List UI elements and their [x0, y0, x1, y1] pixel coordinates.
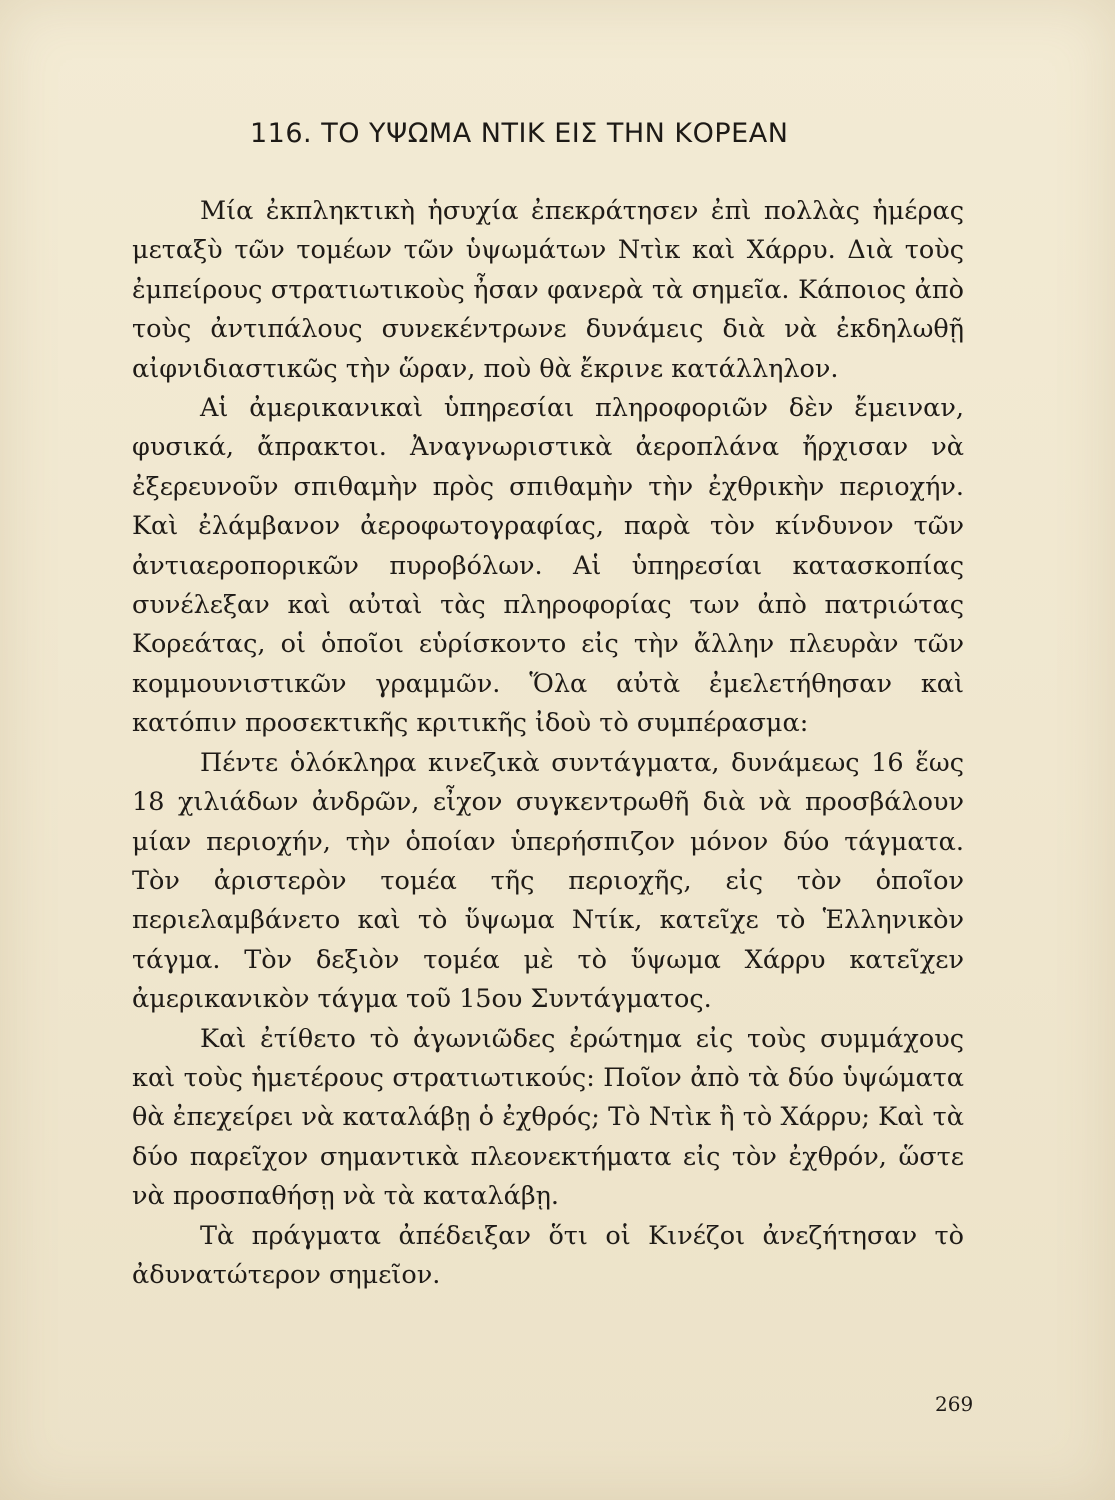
page-number: 269 [935, 1392, 974, 1416]
paragraph-5: Τὰ πράγματα ἀπέδειξαν ὅτι οἱ Κινέζοι ἀνεζήτησαν τὸ ἀδυνατώτερον σημεῖον. [132, 1220, 964, 1290]
paragraph-2: Αἱ ἀμερικανικαὶ ὑπηρεσίαι πληροφοριῶν δὲν ἔμειναν, φυσικά, ἄπρακτοι. Ἀναγνωριστικὰ ἀεροπλάνα ἤρχισαν νὰ ἐξερευνοῦν σπιθαμὴν πρὸς σπιθαμὴν τὴν ἐχθρικὴν περιοχήν. Καὶ ἐλάμβανον ἀεροφωτογραφίας, παρὰ τὸν κίνδυνον τῶν ἀντιαεροπορικῶν πυροβόλων. Αἱ ὑπηρεσίαι κατασκοπίας συνέλεξαν καὶ αὐταὶ τὰς πληροφορίας των ἀπὸ πατριώτας Κορεάτας, οἱ ὁποῖοι εὑρίσκοντο εἰς τὴν ἄλλην πλευρὰν τῶν κομμουνιστικῶν γραμμῶν. Ὅλα αὐτὰ ἐμελετήθησαν καὶ κατόπιν προσεκτικῆς κριτικῆς ἰδοὺ τὸ συμπέρασμα: [132, 393, 964, 739]
paragraph-1: Μία ἐκπληκτικὴ ἡσυχία ἐπεκράτησεν ἐπὶ πολλὰς ἡμέρας μεταξὺ τῶν τομέων τῶν ὑψωμάτων Ντὶκ καὶ Χάρρυ. Διὰ τοὺς ἐμπείρους στρατιωτικοὺς ἦσαν φανερὰ τὰ σημεῖα. Κάποιος ἀπὸ τοὺς ἀντιπάλους συνεκέντρωνε δυνάμεις διὰ νὰ ἐκδηλωθῇ αἰφνιδιαστικῶς τὴν ὥραν, ποὺ θὰ ἔκρινε κατάλληλον. [132, 196, 964, 384]
chapter-title: 116. ΤΟ ΥΨΩΜΑ ΝΤΙΚ ΕΙΣ ΤΗΝ ΚΟΡΕΑΝ [250, 118, 789, 149]
paragraph-4: Καὶ ἐτίθετο τὸ ἀγωνιῶδες ἐρώτημα εἰς τοὺς συμμάχους καὶ τοὺς ἡμετέρους στρατιωτικούς: Ποῖον ἀπὸ τὰ δύο ὑψώματα θὰ ἐπεχείρει νὰ καταλάβῃ ὁ ἐχθρός; Τὸ Ντὶκ ἢ τὸ Χάρρυ; Καὶ τὰ δύο παρεῖχον σημαντικὰ πλεονεκτήματα εἰς τὸν ἐχθρόν, ὥστε νὰ προσπαθήσῃ νὰ τὰ καταλάβῃ. [132, 1023, 964, 1212]
paragraph-3: Πέντε ὁλόκληρα κινεζικὰ συντάγματα, δυνάμεως 16 ἕως 18 χιλιάδων ἀνδρῶν, εἶχον συγκεντρωθῆ διὰ νὰ προσβάλουν μίαν περιοχήν, τὴν ὁποίαν ὑπερήσπιζον μόνον δύο τάγματα. Τὸν ἀριστερὸν τομέα τῆς περιοχῆς, εἰς τὸν ὁποῖον περιελαμβάνετο καὶ τὸ ὕψωμα Ντίκ, κατεῖχε τὸ Ἑλληνικὸν τάγμα. Τὸν δεξιὸν τομέα μὲ τὸ ὕψωμα Χάρρυ κατεῖχεν ἀμερικανικὸν τάγμα τοῦ 15ου Συντάγματος. [132, 747, 964, 1015]
body-text [132, 192, 964, 1295]
